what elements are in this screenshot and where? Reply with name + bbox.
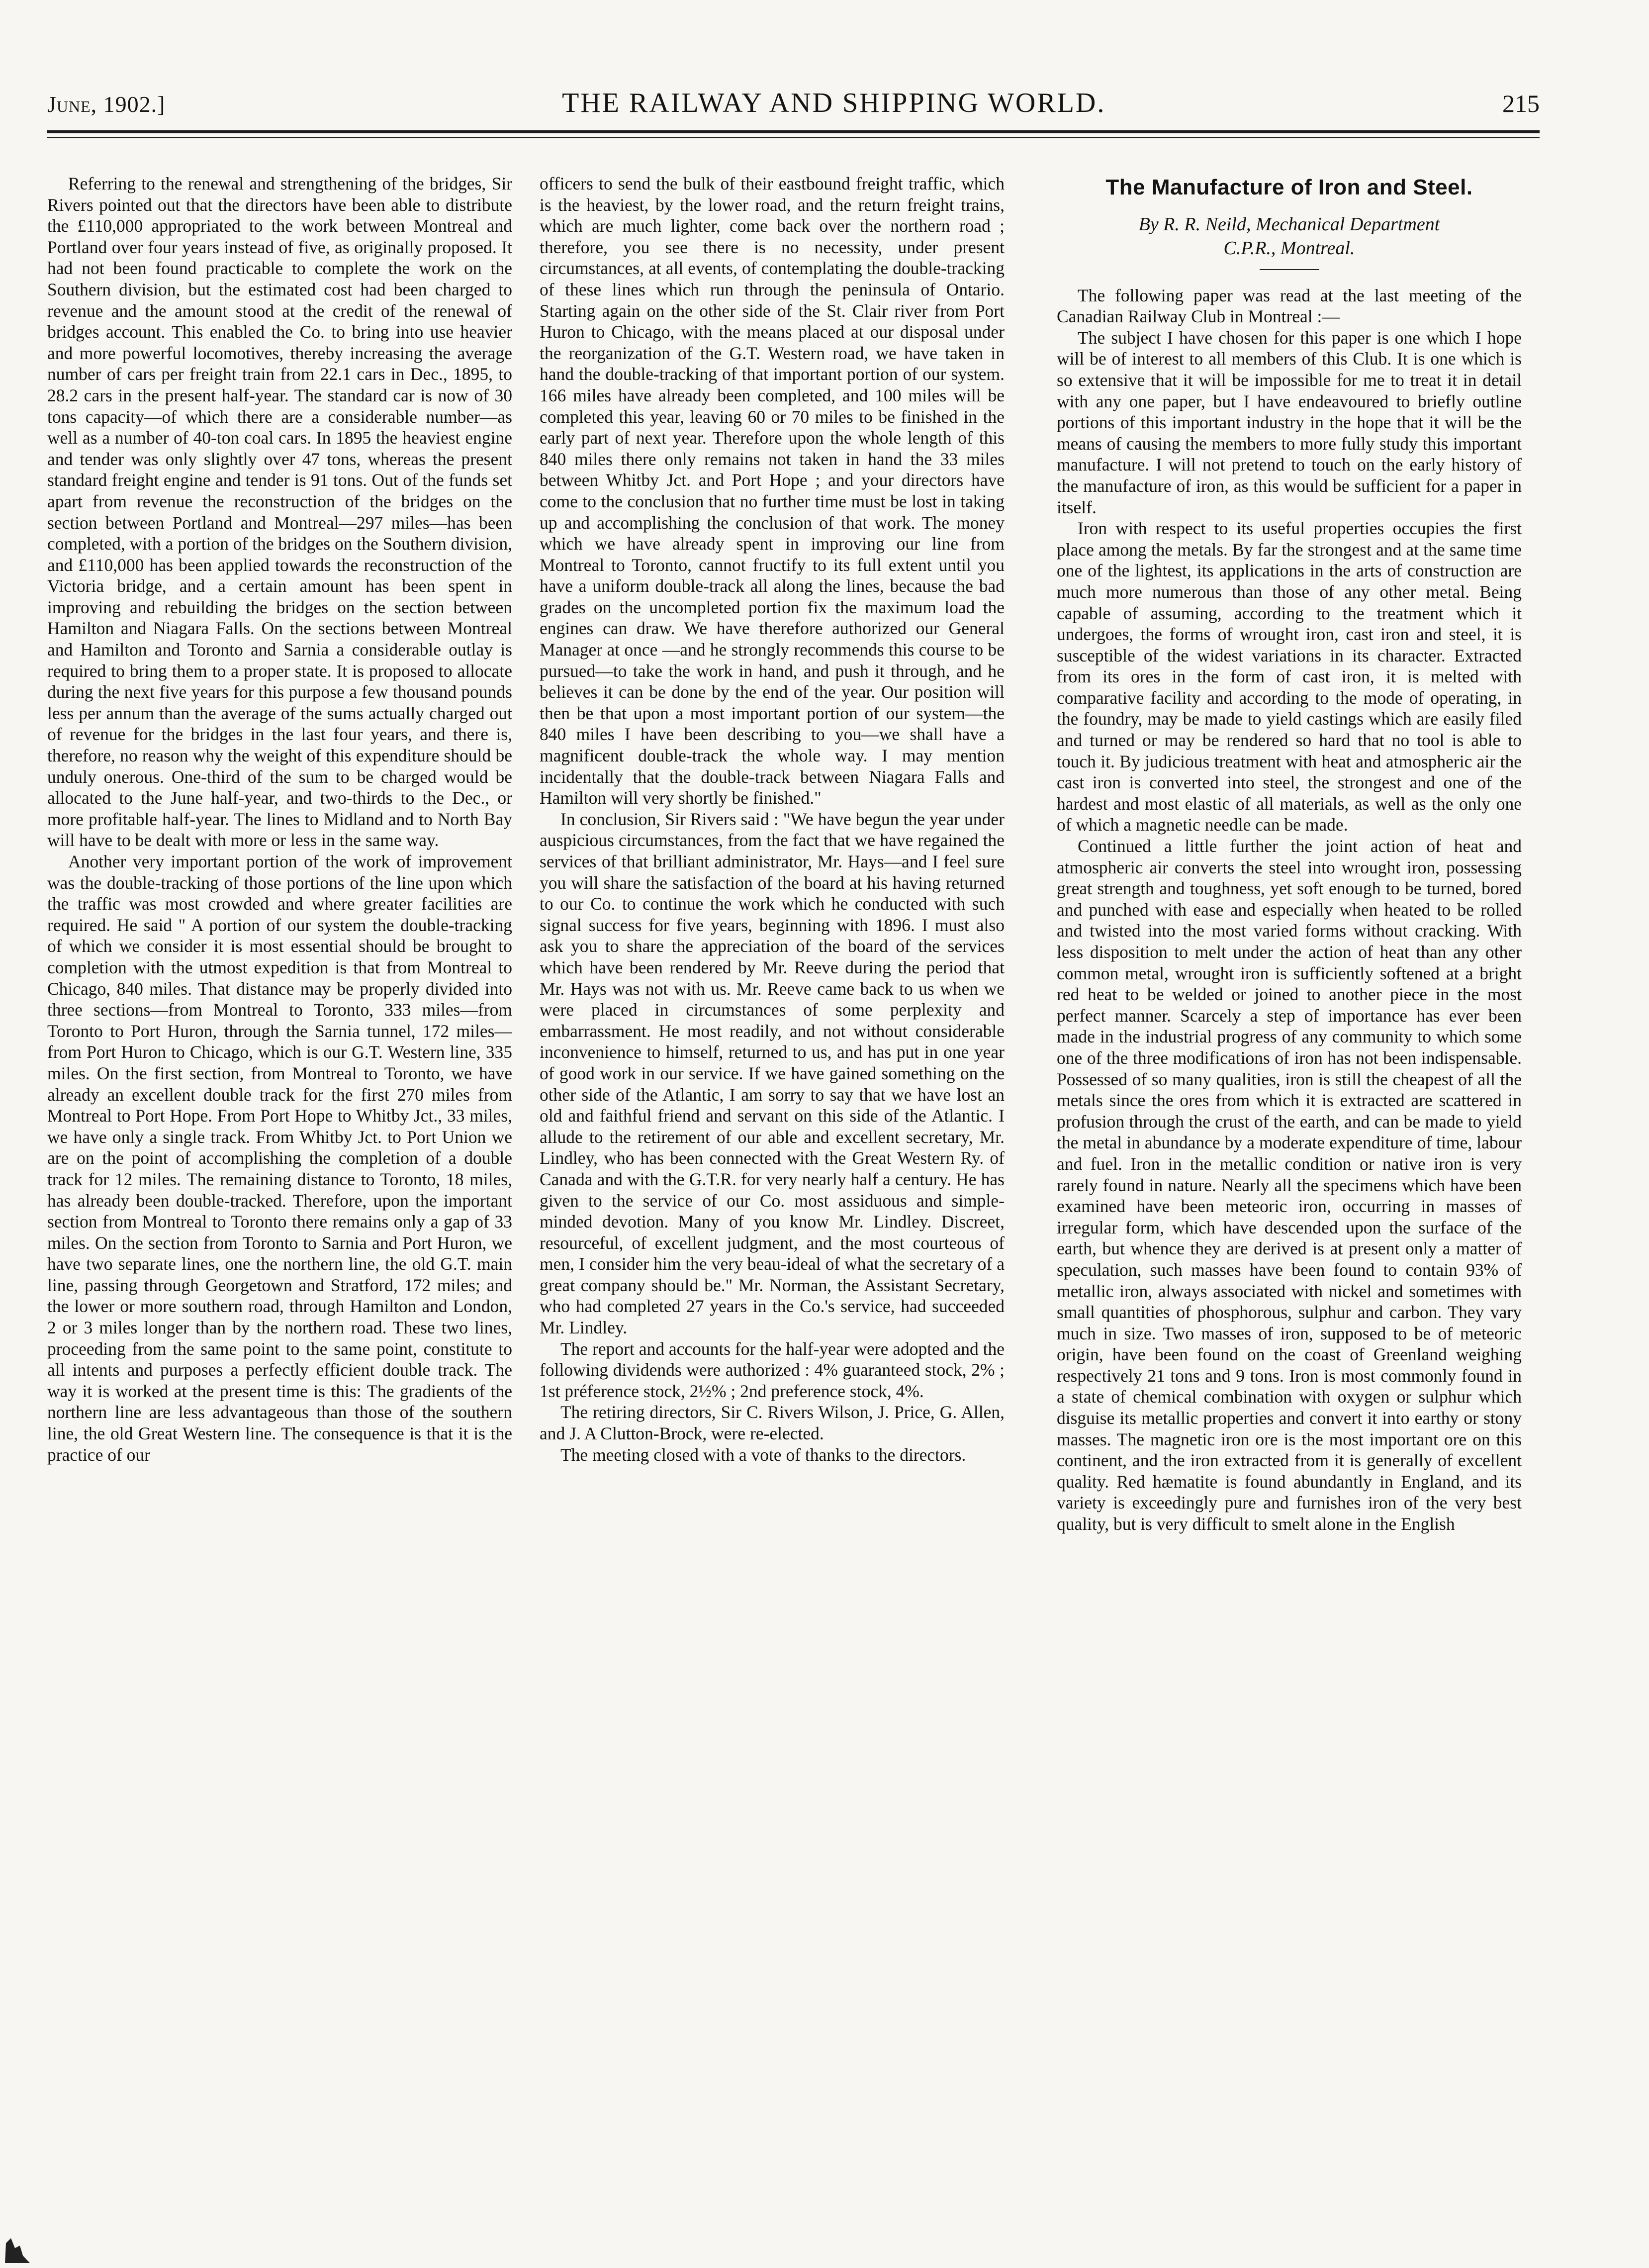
column-1: [47, 173, 512, 2177]
header-rule-thin: [47, 137, 1540, 138]
paragraph: The report and accounts for the half-year were adopted and the following dividends were authorized : 4% guaranteed stock, 2% ; 1st préference stock, 2½% ; 2nd preference stock, 4%.: [540, 1338, 1005, 1401]
paragraph: Continued a little further the joint action of heat and atmospheric air converts the steel into wrought iron, possessing great strength and toughness, yet soft enough to be turned, bored and punched with ease and especially when heated to be rolled and twisted into the most varied forms without cracking. With less disposition to melt under the action of heat than any other common metal, wrought iron is sufficiently softened at a bright red heat to be welded or joined to another piece in the most perfect manner. Scarcely a step of importance has ever been made in the industrial progress of any community to which some one of the three modifications of iron has not been indispensable. Possessed of so many qualities, iron is still the cheapest of all the metals since the ores from which it is extracted are scattered in profusion through the crust of the earth, and can be made to yield the metal in abundance by a moderate expenditure of time, labour and fuel. Iron in the metallic condition or native iron is very rarely found in nature. Nearly all the specimens which have been examined have been meteoric iron, occurring in masses of irregular form, which have descended upon the surface of the earth, but whence they are derived is at present only a matter of speculation, such masses have been found to contain 93% of metallic iron, always associated with nickel and sometimes with small quantities of phosphorous, sulphur and carbon. They vary much in size. Two masses of iron, supposed to be of meteoric origin, have been found on the coast of Greenland weighing respectively 21 tons and 9 tons. Iron is most commonly found in a state of chemical combination with oxygen or sulphur which disguise its metallic properties and convert it into earthy or stony masses. The magnetic iron ore is the most important ore on this continent, and the iron extracted from it is generally of excellent quality. Red hæmatite is found abundantly in England, and its variety is exceedingly pure and furnishes iron of the very best quality, but is very difficult to smelt alone in the English: [1057, 836, 1522, 1534]
article-title: The Manufacture of Iron and Steel.: [1105, 175, 1473, 199]
paragraph: The retiring directors, Sir C. Rivers Wilson, J. Price, G. Allen, and J. A Clutton-Brock, were re-elected.: [540, 1402, 1005, 1444]
paragraph: The meeting closed with a vote of thanks to the directors.: [560, 1444, 966, 1465]
byline-line-1: By R. R. Neild, Mechanical Department: [1138, 213, 1440, 235]
paragraph: The following paper was read at the last meeting of the Canadian Railway Club in Montreal :—: [1057, 285, 1522, 327]
paragraph: Referring to the renewal and strengthening of the bridges, Sir Rivers pointed out that the directors have been able to distribute the £110,000 appropriated to the work between Montreal and Portland over four years instead of five, as originally proposed. It had not been found practicable to complete the work on the Southern division, but the estimated cost had been charged to revenue and the amount stood at the credit of the renewal of bridges account. This enabled the Co. to bring into use heavier and more powerful locomotives, thereby increasing the average number of cars per freight train from 22.1 cars in Dec., 1895, to 28.2 cars in the present half-year. The standard car is now of 30 tons capacity—of which there are a considerable number—as well as a number of 40-ton coal cars. In 1895 the heaviest engine and tender was only slightly over 47 tons, whereas the present standard freight engine and tender is 91 tons. Out of the funds set apart from revenue the reconstruction of the bridges on the section between Portland and Montreal—297 miles—has been completed, with a portion of the bridges on the Southern division, and £110,000 has been applied towards the reconstruction of the Victoria bridge, and a certain amount has been spent in improving and rebuilding the bridges on the section between Hamilton and Niagara Falls. On the sections between Montreal and Hamilton and Toronto and Sarnia a considerable outlay is required to bring them to a proper state. It is proposed to allocate during the next five years for this purpose a few thousand pounds less per annum than the average of the sums actually charged out of revenue for the bridges in the last four years, and there is, therefore, no reason why the weight of this expenditure should be unduly onerous. One-third of the sum to be charged would be allocated to the June half-year, and two-thirds to the Dec., or more profitable half-year. The lines to Midland and to North Bay will have to be dealt with more or less in the same way.: [47, 174, 512, 850]
scan-smudge-icon: [0, 2208, 35, 2263]
issue-date: June, 1902.]: [47, 92, 166, 117]
paragraph: Another very important portion of the work of improvement was the double-tracking of those portions of the line upon which the traffic was most crowded and where greater facilities are required. He said " A portion of our system the double-tracking of which we consider it is most essential should be brought to completion with the utmost expedition is that from Montreal to Chicago, 840 miles. That distance may be properly divided into three sections—from Montreal to Toronto, 333 miles—from Toronto to Port Huron, through the Sarnia tunnel, 172 miles—from Port Huron to Chicago, which is our G.T. Western line, 335 miles. On the first section, from Montreal to Toronto, we have already an excellent double track for the first 270 miles from Montreal to Port Hope. From Port Hope to Whitby Jct., 33 miles, we have only a single track. From Whitby Jct. to Port Union we are on the point of accomplishing the completion of a double track for 12 miles. The remaining distance to Toronto, 18 miles, has already been double-tracked. Therefore, upon the important section from Montreal to Toronto there remains only a gap of 33 miles. On the section from Toronto to Sarnia and Port Huron, we have two separate lines, one the northern line, the old G.T. main line, passing through Georgetown and Stratford, 172 miles; and the lower or more southern road, through Hamilton and London, 2 or 3 miles longer than by the northern road. These two lines, proceeding from the same point to the same point, constitute to all intents and purposes a perfectly efficient double track. The way it is worked at the present time is this: The gradients of the northern line are less advantageous than those of the southern line, the old Great Western line. The consequence is that it is the practice of our: [47, 851, 512, 1465]
byline: [1057, 212, 1522, 260]
paragraph: officers to send the bulk of their eastbound freight traffic, which is the heaviest, by the lower road, and the return freight trains, which are much lighter, come back over the northern road ; therefore, you see there is no necessity, under present circumstances, at all events, of contemplating the double-tracking of these lines which run through the peninsula of Ontario. Starting again on the other side of the St. Clair river from Port Huron to Chicago, with the means placed at our disposal under the reorganization of the G.T. Western road, we have taken in hand the double-tracking of that important portion of our system. 166 miles have already been completed, and 100 miles will be completed this year, leaving 60 or 70 miles to be finished in the early part of next year. Therefore upon the whole length of this 840 miles there only remains not taken in hand the 33 miles between Whitby Jct. and Port Hope ; and your directors have come to the conclusion that no further time must be lost in taking up and accomplishing the conclusion of that work. The money which we have already spent in improving our line from Montreal to Toronto, cannot fructify to its full extent until you have a uniform double-track all along the lines, because the bad grades on the uncompleted portion fix the maximum load the engines can draw. We have therefore authorized our General Manager at once —and he strongly recommends this course to be pursued—to take the work in hand, and push it through, and he believes it can be done by the end of the year. Our position will then be that upon a most important portion of our system—the 840 miles I have been describing to you—we shall have a magnificent double-track the whole way. I may mention incidentally that the double-track between Niagara Falls and Hamilton will very shortly be finished.": [540, 174, 1005, 808]
header-rule-thick: [47, 130, 1540, 133]
paragraph: The subject I have chosen for this paper is one which I hope will be of interest to all members of this Club. It is one which is so extensive that it will be impossible for me to treat it in detail with any one paper, but I have endeavoured to briefly outline portions of this important industry in the hope that it will be the means of causing the members to more fully study this important manufacture. I will not pretend to touch on the early history of the manufacture of iron, as this would be sufficient for a paper in itself.: [1057, 327, 1522, 517]
paragraph: In conclusion, Sir Rivers said : "We have begun the year under auspicious circumstances, from the fact that we have regained the services of that brilliant administrator, Mr. Hays—and I feel sure you will share the satisfaction of the board at his having returned to our Co. to continue the work which he conducted with such signal success for five years, beginning with 1896. I must also ask you to share the appreciation of the board of the services which have been rendered by Mr. Reeve during the period that Mr. Hays was not with us. Mr. Reeve came back to us when we were placed in circumstances of some perplexity and embarrassment. He most readily, and not without considerable inconvenience to himself, returned to us, and has put in one year of good work in our service. If we have gained something on the other side of the Atlantic, I am sorry to say that we have lost an old and faithful friend and servant on this side of the Atlantic. I allude to the retirement of our able and excellent secretary, Mr. Lindley, who has been connected with the Great Western Ry. of Canada and with the G.T.R. for very nearly half a century. He has given to the service of our Co. most assiduous and simple-minded devotion. Many of you know Mr. Lindley. Discreet, resourceful, of excellent judgment, and the most courteous of men, I consider him the very beau-ideal of what the secretary of a great company should be." Mr. Norman, the Assistant Secretary, who had completed 27 years in the Co.'s service, had succeeded Mr. Lindley.: [540, 809, 1005, 1338]
journal-title: THE RAILWAY AND SHIPPING WORLD.: [562, 88, 1106, 118]
column-3: [1057, 173, 1522, 2177]
column-2: [540, 173, 1005, 2177]
byline-line-2: C.P.R., Montreal.: [1223, 237, 1355, 259]
page-number: 215: [1502, 90, 1540, 117]
running-head: [47, 87, 1540, 132]
paragraph: Iron with respect to its useful properties occupies the first place among the metals. By far the strongest and at the same time one of the lightest, its applications in the arts of construction are much more numerous than those of any other metal. Being capable of assuming, according to the treatment which it undergoes, the forms of wrought iron, cast iron and steel, it is susceptible of the widest variations in its character. Extracted from its ores in the form of cast iron, it is melted with comparative facility and according to the mode of operating, in the foundry, may be made to yield castings which are easily filed and turned or may be rendered so hard that no tool is able to touch it. By judicious treatment with heat and atmospheric air the cast iron is converted into steel, the strongest and one of the hardest and most elastic of all materials, as well as the only one of which a magnetic needle can be made.: [1057, 518, 1522, 835]
title-rule: [1260, 269, 1319, 270]
